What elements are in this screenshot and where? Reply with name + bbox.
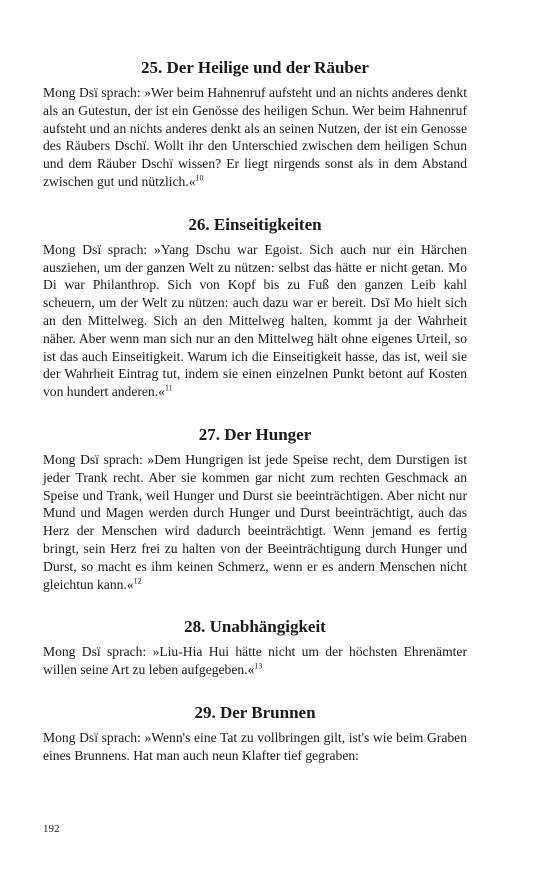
- paragraph-text: Mong Dsï sprach: »Dem Hungrigen ist jede Speise recht, dem Durstigen ist jeder Trank recht. Aber sie kommen gar nicht zum rechten Geschmack an Speise und Trank, weil Hunger und Durst sie beeinträchtigen. Aber nicht nur Mund und Magen werden durch Hunger und Durst beeinträchtigt, auch das Herz der Menschen wird dadurch beeinträchtigt. Wenn jemand es fertig bringt, sein Herz frei zu halten von der Beeinträchtigung durch Hunger und Durst, so macht es ihm keinen Schmerz, wenn er es andern Menschen nicht gleichtun kann.«: [43, 451, 467, 592]
- paragraph-text: Mong Dsï sprach: »Yang Dschu war Egoist. Sich auch nur ein Härchen ausziehen, um der ganzen Welt zu nützen: selbst das hätte er nicht getan. Mo Di war Philanthrop. Sich von Kopf bis zu Fuß den ganzen Leib kahl scheuern, um der Welt zu nützen: auch dazu war er bereit. Dsï Mo hielt sich an den Mittelweg. Sich an den Mittelweg halten, kommt ja der Wahrheit näher. Aber wenn man sich nur an den Mittelweg hält ohne eigenes Urteil, so ist das auch Einseitigkeit. Warum ich die Einseitigkeit hasse, das ist, weil sie der Wahrheit Eintrag tut, indem sie einen einzelnen Punkt betont auf Kosten von hundert anderen.«: [43, 241, 467, 400]
- paragraph-text: Mong Dsï sprach: »Wenn's eine Tat zu vollbringen gilt, ist's wie beim Graben eines Brunnens. Hat man auch neun Klafter tief gegraben:: [43, 729, 467, 763]
- section-27: [43, 424, 467, 593]
- section-title: 29. Der Brunnen: [194, 702, 316, 722]
- footnote-ref: 11: [164, 383, 173, 393]
- footnote-ref: 13: [254, 661, 263, 671]
- section-paragraph: [43, 643, 467, 679]
- page-number: 192: [43, 823, 60, 835]
- section-26: [43, 214, 467, 401]
- footnote-ref: 10: [195, 173, 204, 183]
- section-paragraph: [43, 729, 467, 765]
- section-25: [43, 57, 467, 191]
- paragraph-text: Mong Dsï sprach: »Wer beim Hahnenruf aufsteht und an nichts anderes denkt als an Gutestun, der ist ein Genösse des heiligen Schun. Wer beim Hahnenruf aufsteht und an nichts anderes denkt als an seinen Nutzen, der ist ein Genosse des Räubers Dschï. Wollt ihr den Unterschied zwischen dem heiligen Schun und dem Räuber Dschï wissen? Er liegt nirgends sonst als in dem Abstand zwischen gut und nützlich.«: [43, 85, 467, 189]
- section-paragraph: [43, 84, 467, 191]
- section-title: 27. Der Hunger: [198, 424, 312, 444]
- section-title: 26. Einseitigkeiten: [188, 214, 322, 234]
- section-title: 28. Unabhängigkeit: [184, 617, 326, 637]
- section-paragraph: [43, 451, 467, 593]
- section-title: 25. Der Heilige und der Räuber: [141, 58, 369, 77]
- section-28: [43, 616, 467, 679]
- paragraph-text: Mong Dsï sprach: »Liu-Hia Hui hätte nicht um der höchsten Ehrenämter willen seine Art zu leben aufgegeben.«: [43, 644, 467, 678]
- section-29: [43, 702, 467, 765]
- footnote-ref: 12: [133, 576, 142, 585]
- section-paragraph: [43, 241, 467, 401]
- page-content: [43, 57, 467, 765]
